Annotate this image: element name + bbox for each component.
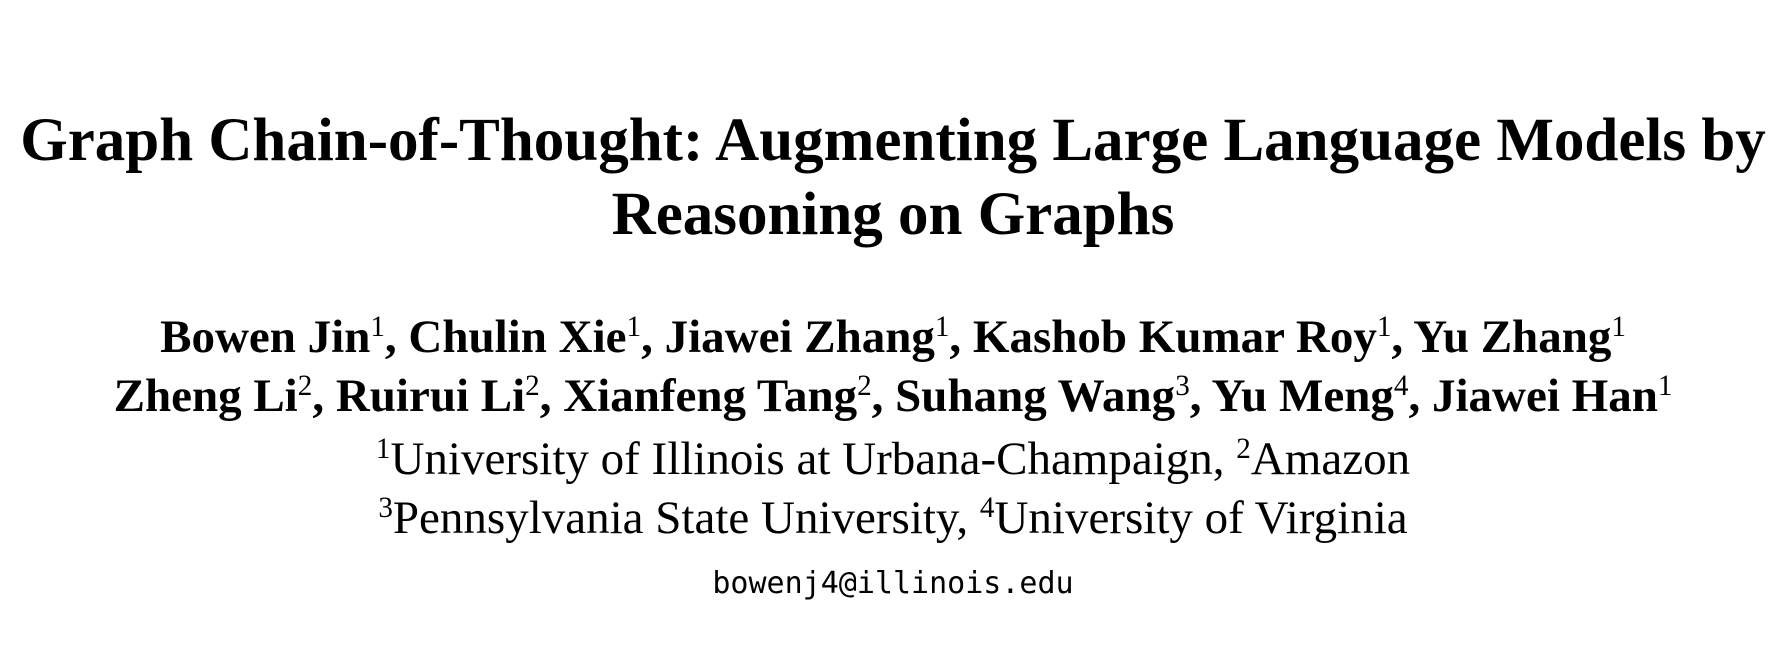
author-name: Jiawei Zhang (664, 311, 935, 363)
author-name: Jiawei Han (1431, 370, 1658, 422)
author-list (0, 308, 1786, 426)
affiliation-list (0, 430, 1786, 548)
affiliation-separator: , (1212, 433, 1237, 485)
author-separator: , (539, 370, 564, 422)
author-separator: , (312, 370, 336, 422)
author-name: Ruirui Li (335, 370, 526, 422)
author-name: Kashob Kumar Roy (972, 311, 1377, 363)
author-separator: , (641, 311, 665, 363)
affiliation-name: Amazon (1250, 433, 1411, 485)
author-line-1 (0, 308, 1786, 367)
author-name: Yu Meng (1211, 370, 1394, 422)
author-affiliation-mark: 2 (857, 369, 872, 402)
affiliation-name: Pennsylvania State University (392, 492, 957, 544)
author-separator: , (949, 311, 973, 363)
author-name: Bowen Jin (160, 311, 371, 363)
affiliation-mark: 4 (979, 491, 995, 524)
author-affiliation-mark: 4 (1393, 369, 1409, 402)
author-separator: , (1189, 370, 1212, 422)
affiliation-mark: 1 (375, 432, 391, 465)
author-affiliation-mark: 1 (1611, 310, 1626, 343)
author-name: Xianfeng Tang (563, 370, 858, 422)
author-affiliation-mark: 3 (1175, 369, 1190, 402)
contact-email: bowenj4@illinois.edu (712, 566, 1074, 601)
author-affiliation-mark: 1 (934, 310, 950, 343)
author-affiliation-mark: 2 (297, 369, 313, 402)
affiliation-name: University of Illinois at Urbana-Champaign (390, 433, 1213, 485)
affiliation-mark: 2 (1236, 432, 1251, 465)
author-separator: , (384, 311, 409, 363)
author-separator: , (1391, 311, 1414, 363)
affiliation-line-1 (0, 430, 1786, 489)
title-line-2: Reasoning on Graphs (611, 181, 1175, 248)
author-name: Zheng Li (113, 370, 298, 422)
author-separator: , (871, 370, 896, 422)
author-separator: , (1408, 370, 1432, 422)
affiliation-line-2 (0, 489, 1786, 548)
author-name: Yu Zhang (1413, 311, 1612, 363)
author-affiliation-mark: 2 (525, 369, 540, 402)
paper-title (0, 104, 1786, 252)
author-affiliation-mark: 1 (1657, 369, 1673, 402)
author-affiliation-mark: 1 (626, 310, 642, 343)
author-affiliation-mark: 1 (1376, 310, 1392, 343)
author-line-2 (0, 367, 1786, 426)
author-affiliation-mark: 1 (370, 310, 385, 343)
author-name: Suhang Wang (895, 370, 1176, 422)
title-line-1: Graph Chain-of-Thought: Augmenting Large Language Models by (20, 107, 1766, 174)
affiliation-mark: 3 (378, 491, 393, 524)
author-name: Chulin Xie (408, 311, 627, 363)
affiliation-separator: , (956, 492, 980, 544)
affiliation-name: University of Virginia (994, 492, 1408, 544)
